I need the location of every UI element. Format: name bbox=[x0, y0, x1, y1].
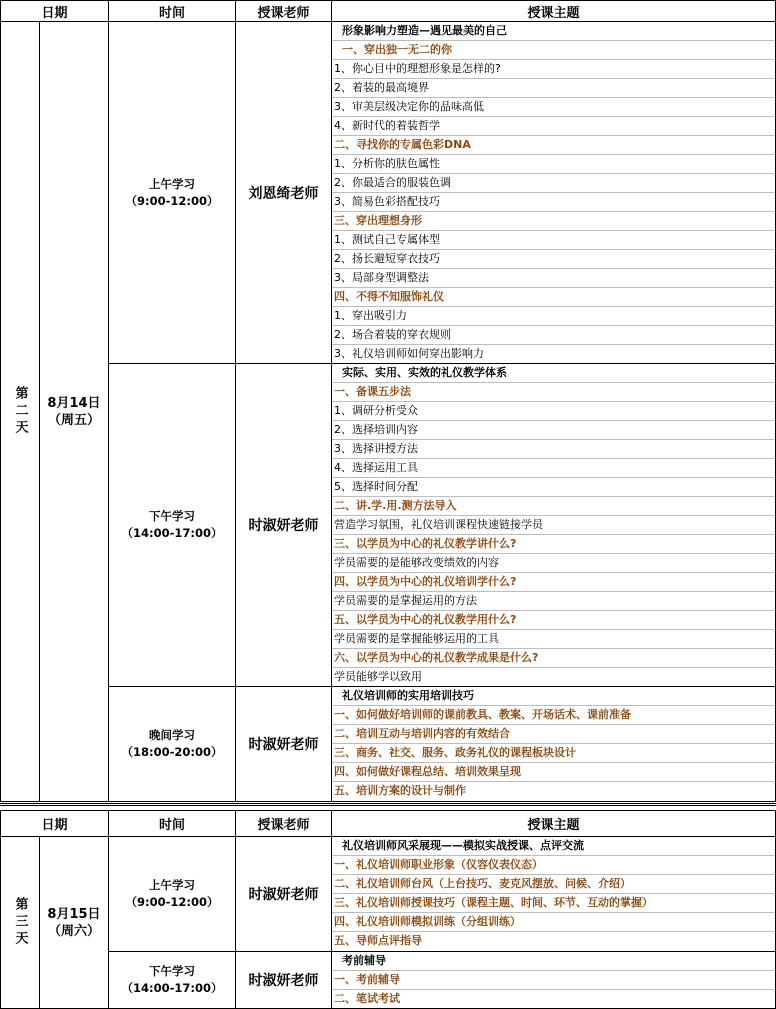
topic-item: 3、局部身型调整法 bbox=[332, 269, 775, 288]
session-time-afternoon bbox=[108, 363, 236, 687]
teacher-cell: 时淑妍老师 bbox=[235, 836, 332, 952]
topic-list-day3-morning bbox=[331, 836, 776, 952]
day-label bbox=[0, 21, 40, 802]
header-time: 时间 bbox=[108, 810, 236, 837]
header-date: 日期 bbox=[0, 0, 109, 22]
topic-section: 一、穿出独一无二的你 bbox=[332, 41, 775, 60]
teacher-cell: 刘恩绮老师 bbox=[235, 21, 332, 364]
session-name: 上午学习 bbox=[149, 878, 195, 892]
topic-item: 2、扬长避短穿衣技巧 bbox=[332, 250, 775, 269]
topic-section: 三、商务、社交、服务、政务礼仪的课程板块设计 bbox=[332, 744, 775, 763]
topic-section: 二、讲.学.用.测方法导入 bbox=[332, 497, 775, 516]
topic-item: 4、选择运用工具 bbox=[332, 459, 775, 478]
table-separator bbox=[0, 803, 776, 806]
topic-section: 四、如何做好课程总结、培训效果呈现 bbox=[332, 763, 775, 782]
session-name: 下午学习 bbox=[149, 509, 195, 523]
topic-title: 礼仪培训师风采展现——模拟实战授课、点评交流 bbox=[332, 837, 775, 856]
session-name: 上午学习 bbox=[149, 176, 195, 191]
day-label-text: 第三天 bbox=[12, 897, 28, 948]
topic-list-day2-morning bbox=[331, 21, 776, 364]
topic-section: 一、如何做好培训师的课前教具、教案、开场话术、课前准备 bbox=[332, 706, 775, 725]
weekday-text: （周五） bbox=[47, 412, 100, 428]
topic-item: 3、选择讲授方法 bbox=[332, 440, 775, 459]
teacher-cell: 时淑妍老师 bbox=[235, 686, 332, 802]
header-topic: 授课主题 bbox=[331, 810, 776, 837]
topic-list-day3-afternoon bbox=[331, 951, 776, 1009]
topic-title: 考前辅导 bbox=[332, 952, 775, 971]
session-hours: （14:00-17:00） bbox=[121, 526, 223, 540]
topic-item: 2、选择培训内容 bbox=[332, 421, 775, 440]
topic-section: 一、考前辅导 bbox=[332, 971, 775, 990]
topic-list-day2-afternoon bbox=[331, 363, 776, 687]
teacher-cell: 时淑妍老师 bbox=[235, 363, 332, 687]
day-label bbox=[0, 836, 40, 1009]
topic-item: 1、测试自己专属体型 bbox=[332, 231, 775, 250]
session-time-morning bbox=[108, 836, 236, 952]
header-teacher: 授课老师 bbox=[235, 0, 332, 22]
topic-item: 3、礼仪培训师如何穿出影响力 bbox=[334, 347, 484, 360]
topic-title: 礼仪培训师的实用培训技巧 bbox=[332, 687, 775, 706]
topic-section: 一、礼仪培训师职业形象（仪容仪表仪态） bbox=[332, 856, 775, 875]
topic-section: 四、礼仪培训师模拟训练（分组训练） bbox=[332, 913, 775, 932]
topic-item: 1、分析你的肤色属性 bbox=[332, 155, 775, 174]
header-date: 日期 bbox=[0, 810, 109, 837]
topic-item: 3、审美层级决定你的品味高低 bbox=[332, 98, 775, 117]
date-cell bbox=[39, 21, 109, 802]
topic-section: 三、礼仪培训师授课技巧（课程主题、时间、环节、互动的掌握） bbox=[332, 894, 775, 913]
topic-section: 五、以学员为中心的礼仪教学用什么? bbox=[332, 611, 775, 630]
topic-item: 学员需要的是掌握运用的方法 bbox=[332, 592, 775, 611]
topic-section: 四、不得不知服饰礼仪 bbox=[332, 288, 775, 307]
session-name: 下午学习 bbox=[149, 964, 195, 978]
topic-item: 1、穿出吸引力 bbox=[332, 307, 775, 326]
topic-section: 一、备课五步法 bbox=[332, 383, 775, 402]
topic-item: 学员需要的是能够改变绩效的内容 bbox=[332, 554, 775, 573]
day-label-text: 第二天 bbox=[12, 386, 28, 437]
topic-list-day2-evening bbox=[331, 686, 776, 802]
topic-item: 1、调研分析受众 bbox=[332, 402, 775, 421]
topic-item: 学员需要的是掌握能够运用的工具 bbox=[332, 630, 775, 649]
session-time-morning bbox=[108, 21, 236, 364]
header-teacher: 授课老师 bbox=[235, 810, 332, 837]
topic-item: 2、你最适合的服装色调 bbox=[332, 174, 775, 193]
topic-item: 学员能够学以致用 bbox=[334, 670, 422, 683]
topic-section: 二、笔试考试 bbox=[334, 992, 400, 1005]
topic-section: 三、穿出理想身形 bbox=[332, 212, 775, 231]
date-text: 8月14日 bbox=[47, 395, 101, 411]
session-hours: （18:00-20:00） bbox=[121, 745, 223, 759]
session-hours: （9:00-12:00） bbox=[125, 193, 219, 208]
topic-section: 六、以学员为中心的礼仪教学成果是什么? bbox=[332, 649, 775, 668]
topic-section: 五、导师点评指导 bbox=[334, 934, 422, 947]
teacher-cell: 时淑妍老师 bbox=[235, 951, 332, 1009]
session-name: 晚间学习 bbox=[149, 728, 195, 742]
topic-item: 5、选择时间分配 bbox=[332, 478, 775, 497]
topic-section: 二、培训互动与培训内容的有效结合 bbox=[332, 725, 775, 744]
header-time: 时间 bbox=[108, 0, 236, 22]
topic-section: 四、以学员为中心的礼仪培训学什么? bbox=[332, 573, 775, 592]
weekday-text: （周六） bbox=[47, 923, 100, 939]
topic-item: 1、你心目中的理想形象是怎样的? bbox=[332, 60, 775, 79]
session-time-evening bbox=[108, 686, 236, 802]
date-cell bbox=[39, 836, 109, 1009]
topic-title: 实际、实用、实效的礼仪教学体系 bbox=[332, 364, 775, 383]
topic-section: 二、礼仪培训师台风（上台技巧、麦克风摆放、问候、介绍） bbox=[332, 875, 775, 894]
topic-section: 五、培训方案的设计与制作 bbox=[334, 784, 466, 797]
topic-item: 3、简易色彩搭配技巧 bbox=[332, 193, 775, 212]
topic-section: 三、以学员为中心的礼仪教学讲什么? bbox=[332, 535, 775, 554]
date-text: 8月15日 bbox=[47, 906, 101, 922]
topic-section: 二、寻找你的专属色彩DNA bbox=[332, 136, 775, 155]
topic-item: 2、场合着装的穿衣规则 bbox=[332, 326, 775, 345]
topic-item: 营造学习氛围，礼仪培训课程快速链接学员 bbox=[332, 516, 775, 535]
session-hours: （9:00-12:00） bbox=[125, 895, 219, 909]
header-topic: 授课主题 bbox=[331, 0, 776, 22]
topic-title: 形象影响力塑造—遇见最美的自己 bbox=[332, 22, 775, 41]
topic-item: 2、着装的最高境界 bbox=[332, 79, 775, 98]
session-time-afternoon bbox=[108, 951, 236, 1009]
session-hours: （14:00-17:00） bbox=[121, 981, 223, 995]
topic-item: 4、新时代的着装哲学 bbox=[332, 117, 775, 136]
